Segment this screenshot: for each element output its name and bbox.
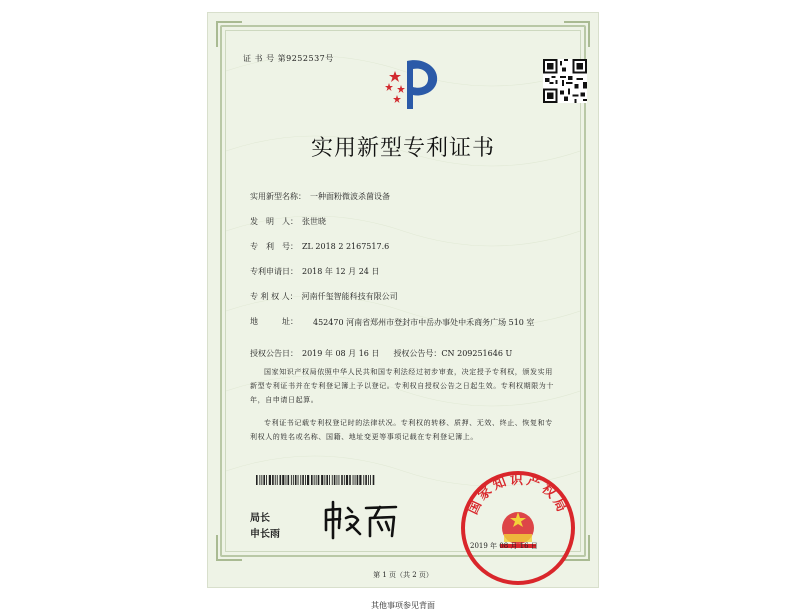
field-label: 授权公告日：: [250, 349, 298, 358]
qr-code: [543, 59, 587, 103]
barcode-bar: [359, 475, 361, 485]
barcode-bar: [332, 475, 333, 485]
certificate-title: 实用新型专利证书: [310, 136, 495, 161]
barcode-bar: [288, 475, 290, 485]
grant-announcement-number: 授权公告号：CN 209251646 U: [393, 349, 513, 358]
barcode-bar: [300, 475, 301, 485]
statement-paragraph-1: 国家知识产权局依照中华人民共和国专利法经过初步审查，决定授予专利权，颁发实用新型专利证书并在专利登记簿上予以登记。专利权自授权公告之日起生效。专利权期限为十年，自申请日起算。: [250, 368, 554, 404]
barcode-bar: [256, 475, 258, 485]
barcode-bar: [337, 475, 338, 485]
field-value: ZL 2018 2 2167517.6: [302, 242, 390, 251]
barcode-bar: [293, 475, 294, 485]
barcode-bar: [339, 475, 340, 485]
barcode-bar: [341, 475, 343, 485]
director-signature: [320, 496, 400, 542]
barcode-bar: [363, 475, 364, 485]
barcode-bar: [344, 475, 345, 485]
field-address-label: [250, 316, 298, 327]
barcode-bar: [368, 475, 369, 485]
svg-text:国家知识产权局: [465, 472, 570, 517]
page-number: 第 1 页（共 2 页）: [373, 571, 433, 579]
field-value: 河南仟玺智能科技有限公司: [301, 292, 398, 301]
barcode-bar: [266, 475, 267, 485]
barcode-bar: [314, 475, 315, 485]
barcode-bar: [334, 475, 336, 485]
field-label: 专利申请日：: [250, 267, 298, 276]
barcode-bar: [321, 475, 323, 485]
corner-ornament: [564, 21, 590, 47]
barcode-bar: [280, 475, 282, 485]
field-label: 实用新型名称：: [250, 192, 306, 201]
barcode-bar: [353, 475, 354, 485]
field-label: 专 利 权 人：: [250, 292, 298, 301]
barcode-bar: [263, 475, 265, 485]
seal-text: 国家知识产权局: [465, 472, 571, 517]
barcode-bar: [326, 475, 328, 485]
barcode-bar: [355, 475, 356, 485]
field-label: 专 利 号：: [250, 242, 298, 251]
barcode-bar: [316, 475, 317, 485]
corner-ornament: [216, 535, 242, 561]
barcode-bar: [307, 475, 309, 485]
barcode-bar: [311, 475, 313, 485]
barcode-bar: [269, 475, 271, 485]
barcode-bar: [298, 475, 299, 485]
barcode-bar: [295, 475, 297, 485]
field-application-date: [250, 266, 379, 277]
field-patentee: [250, 291, 398, 302]
barcode-bar: [370, 475, 371, 485]
barcode-bar: [373, 475, 375, 485]
director-name: 申长雨: [250, 529, 280, 540]
barcode-bar: [349, 475, 351, 485]
statement-paragraph-2: 专利证书记载专利权登记时的法律状况。专利权的转移、质押、无效、终止、恢复和专利权人的姓名或名称、国籍、地址变更等事项记载在专利登记簿上。: [250, 419, 553, 441]
barcode-bar: [305, 475, 306, 485]
barcode-bar: [324, 475, 325, 485]
barcode-bar: [357, 475, 359, 485]
field-label: 发 明 人：: [250, 217, 298, 226]
director-title: 局长: [250, 513, 270, 524]
field-grant-date: [250, 348, 512, 359]
field-value: 一种面粉微波杀菌设备: [310, 192, 390, 201]
barcode-bar: [302, 475, 304, 485]
field-label: 地 址：: [250, 317, 298, 326]
barcode-bar: [291, 475, 292, 485]
patent-office-logo-icon: [383, 53, 443, 111]
certificate-number: 证 书 号 第9252537号: [243, 54, 334, 63]
footnote: 其他事项参见背面: [371, 601, 435, 610]
barcode-bar: [346, 475, 348, 485]
barcode: [256, 475, 376, 485]
barcode-bar: [365, 475, 367, 485]
barcode-bar: [329, 475, 330, 485]
field-inventor: [250, 216, 326, 227]
barcode-bar: [272, 475, 274, 485]
field-patent-number: [250, 241, 389, 252]
field-address-value: 452470 河南省郑州市登封市中岳办事处中禾商务广场 510 室: [313, 318, 535, 327]
field-value: 2018 年 12 月 24 日: [302, 267, 380, 276]
field-utility-model-name: [250, 191, 390, 202]
field-value: 2019 年 08 月 16 日: [302, 349, 380, 358]
barcode-bar: [259, 475, 260, 485]
seal-date: 2019 年 08 月 16 日: [470, 542, 538, 550]
barcode-bar: [318, 475, 320, 485]
field-value: 张世晓: [302, 217, 326, 226]
barcode-bar: [275, 475, 276, 485]
patent-certificate: [208, 13, 598, 610]
barcode-bar: [277, 475, 278, 485]
barcode-bar: [282, 475, 284, 485]
barcode-bar: [261, 475, 262, 485]
barcode-bar: [286, 475, 287, 485]
corner-ornament: [216, 21, 242, 47]
